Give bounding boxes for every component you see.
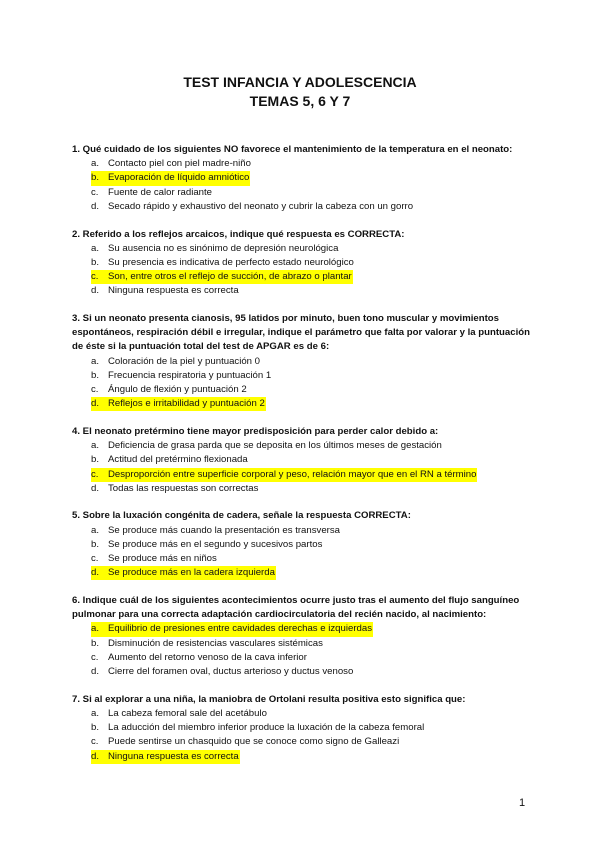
- option-letter: c.: [91, 651, 99, 663]
- option-line: [91, 622, 373, 636]
- option-line: [91, 186, 213, 200]
- option-line: [91, 524, 341, 538]
- option-text: Reflejos e irritabilidad y puntuación 2: [108, 398, 265, 410]
- option-letter: a.: [91, 524, 100, 536]
- answer-option: [72, 524, 542, 538]
- option-line: [91, 482, 259, 496]
- option-letter: c.: [91, 736, 99, 748]
- question: [72, 143, 542, 214]
- answer-option-correct: [72, 270, 542, 284]
- option-line: [91, 721, 425, 735]
- option-line: [91, 453, 249, 467]
- option-letter: c.: [91, 271, 99, 283]
- option-text: Evaporación de líquido amniótico: [108, 172, 250, 184]
- question: [72, 425, 542, 496]
- option-letter: a.: [91, 623, 100, 635]
- option-line: [91, 566, 276, 580]
- option-text: Ninguna respuesta es correcta: [108, 750, 239, 762]
- option-letter: b.: [91, 369, 100, 381]
- answer-option: [72, 538, 542, 552]
- option-text: Todas las respuestas son correctas: [108, 482, 259, 494]
- option-line: [91, 538, 323, 552]
- option-letter: d.: [91, 200, 100, 212]
- option-letter: b.: [91, 256, 100, 268]
- option-letter: b.: [91, 637, 100, 649]
- option-line: [91, 468, 477, 482]
- option-line: [91, 270, 353, 284]
- option-line: [91, 200, 414, 214]
- option-text: Disminución de resistencias vasculares sistémicas: [108, 637, 323, 649]
- question-text: 5. Sobre la luxación congénita de cadera, señale la respuesta CORRECTA:: [72, 510, 411, 522]
- option-text: La aducción del miembro inferior produce la luxación de la cabeza femoral: [108, 722, 425, 734]
- answer-option-correct: [72, 171, 542, 185]
- answer-option: [72, 186, 542, 200]
- option-letter: c.: [91, 468, 99, 480]
- option-text: Cierre del foramen oval, ductus arterioso y ductus venoso: [108, 666, 354, 677]
- option-line: [91, 735, 400, 749]
- option-letter: d.: [91, 398, 100, 410]
- answer-option: [72, 383, 542, 397]
- answer-option: [72, 552, 542, 566]
- question-text: 1. Qué cuidado de los siguientes NO favorece el mantenimiento de la temperatura en el neonato:: [72, 144, 513, 155]
- answer-option: [72, 665, 542, 679]
- option-text: Se produce más cuando la presentación es transversa: [108, 524, 340, 536]
- option-line: [91, 369, 272, 383]
- option-line: [91, 284, 240, 298]
- option-line: [91, 439, 443, 453]
- option-text: Puede sentirse un chasquido que se conoce como signo de Galleazi: [108, 736, 400, 748]
- option-text: Frecuencia respiratoria y puntuación 1: [108, 369, 272, 381]
- question-text: 3. Si un neonato presenta cianosis, 95 latidos por minuto, buen tono muscular y movimientos espontáneos, respiración débil e irregular, indique el parámetro que falta por valorar y la puntuación de éste si la puntuación total del test de APGAR es de 6:: [72, 313, 530, 353]
- option-line: [91, 750, 240, 764]
- answer-option: [72, 355, 542, 369]
- page-number: 1: [519, 797, 526, 809]
- option-letter: d.: [91, 285, 100, 297]
- answer-option: [72, 200, 542, 214]
- option-text: Se produce más en el segundo y sucesivos partos: [108, 538, 323, 550]
- option-letter: a.: [91, 355, 100, 367]
- answer-option: [72, 721, 542, 735]
- option-text: Deficiencia de grasa parda que se deposita en los últimos meses de gestación: [108, 440, 442, 452]
- answer-option-correct: [72, 397, 542, 411]
- option-text: Contacto piel con piel madre-niño: [108, 158, 251, 170]
- option-line: [91, 242, 339, 256]
- option-text: Fuente de calor radiante: [108, 186, 212, 198]
- question: [72, 228, 542, 299]
- answer-option: [72, 284, 542, 298]
- option-letter: d.: [91, 750, 100, 762]
- option-text: Se produce más en la cadera izquierda: [108, 567, 275, 579]
- option-line: [91, 552, 218, 566]
- question-text: 7. Si al explorar a una niña, la maniobra de Ortolani resulta positiva esto significa que:: [72, 693, 466, 705]
- option-text: Su presencia es indicativa de perfecto estado neurológico: [108, 256, 354, 268]
- option-letter: a.: [91, 440, 100, 452]
- answer-option: [72, 735, 542, 749]
- option-letter: b.: [91, 454, 100, 466]
- option-line: [91, 383, 248, 397]
- answer-option: [72, 242, 542, 256]
- answer-option: [72, 453, 542, 467]
- option-text: Coloración de la piel y puntuación 0: [108, 355, 261, 367]
- question-text: 6. Indique cuál de los siguientes acontecimientos ocurre justo tras el aumento del flujo sanguíneo pulmonar para una correcta adaptación cardiocirculatoria del recién nacido, al nacimiento:: [72, 594, 520, 621]
- option-letter: b.: [91, 172, 100, 184]
- question: [72, 594, 542, 679]
- question-text: 4. El neonato pretérmino tiene mayor predisposición para perder calor debido a:: [72, 425, 439, 437]
- option-letter: d.: [91, 567, 100, 579]
- question: [72, 312, 542, 411]
- option-text: Desproporción entre superficie corporal y peso, relación mayor que en el RN a término: [108, 468, 477, 480]
- option-letter: c.: [91, 186, 99, 198]
- answer-option: [72, 707, 542, 721]
- option-text: Secado rápido y exhaustivo del neonato y cubrir la cabeza con un gorro: [108, 200, 414, 212]
- answer-option: [72, 157, 542, 171]
- question-text: 2. Referido a los reflejos arcaicos, indique qué respuesta es CORRECTA:: [72, 228, 405, 240]
- option-text: Su ausencia no es sinónimo de depresión neurológica: [108, 242, 339, 254]
- option-line: [91, 665, 354, 679]
- option-letter: d.: [91, 482, 100, 494]
- question: [72, 509, 542, 580]
- option-text: Ángulo de flexión y puntuación 2: [108, 384, 247, 396]
- answer-option: [72, 256, 542, 270]
- option-line: [91, 651, 308, 665]
- option-letter: c.: [91, 384, 99, 396]
- option-line: [91, 171, 250, 185]
- option-line: [91, 256, 355, 270]
- answer-option: [72, 651, 542, 665]
- answer-option-correct: [72, 750, 542, 764]
- option-letter: a.: [91, 242, 100, 254]
- option-text: Equilibrio de presiones entre cavidades derechas e izquierdas: [108, 623, 372, 635]
- option-text: La cabeza femoral sale del acetábulo: [108, 707, 267, 719]
- answer-option: [72, 482, 542, 496]
- option-letter: a.: [91, 158, 100, 170]
- option-line: [91, 157, 252, 171]
- option-line: [91, 397, 266, 411]
- document-subtitle: TEMAS 5, 6 Y 7: [249, 93, 351, 109]
- option-letter: c.: [91, 553, 99, 565]
- option-letter: b.: [91, 722, 100, 734]
- answer-option-correct: [72, 622, 542, 636]
- option-text: Se produce más en niños: [108, 553, 217, 565]
- answer-option: [72, 369, 542, 383]
- option-letter: b.: [91, 538, 100, 550]
- option-line: [91, 637, 324, 651]
- question-list: [72, 143, 542, 777]
- option-text: Son, entre otros el reflejo de succión, de abrazo o plantar: [108, 271, 352, 283]
- option-letter: d.: [91, 666, 100, 677]
- option-letter: a.: [91, 707, 100, 719]
- option-line: [91, 355, 261, 369]
- option-line: [91, 707, 268, 721]
- document-title: TEST INFANCIA Y ADOLESCENCIA: [183, 74, 417, 90]
- option-text: Ninguna respuesta es correcta: [108, 285, 239, 297]
- question: [72, 693, 542, 764]
- answer-option-correct: [72, 468, 542, 482]
- option-text: Actitud del pretérmino flexionada: [108, 454, 248, 466]
- answer-option: [72, 637, 542, 651]
- answer-option: [72, 439, 542, 453]
- option-text: Aumento del retorno venoso de la cava inferior: [108, 651, 307, 663]
- answer-option-correct: [72, 566, 542, 580]
